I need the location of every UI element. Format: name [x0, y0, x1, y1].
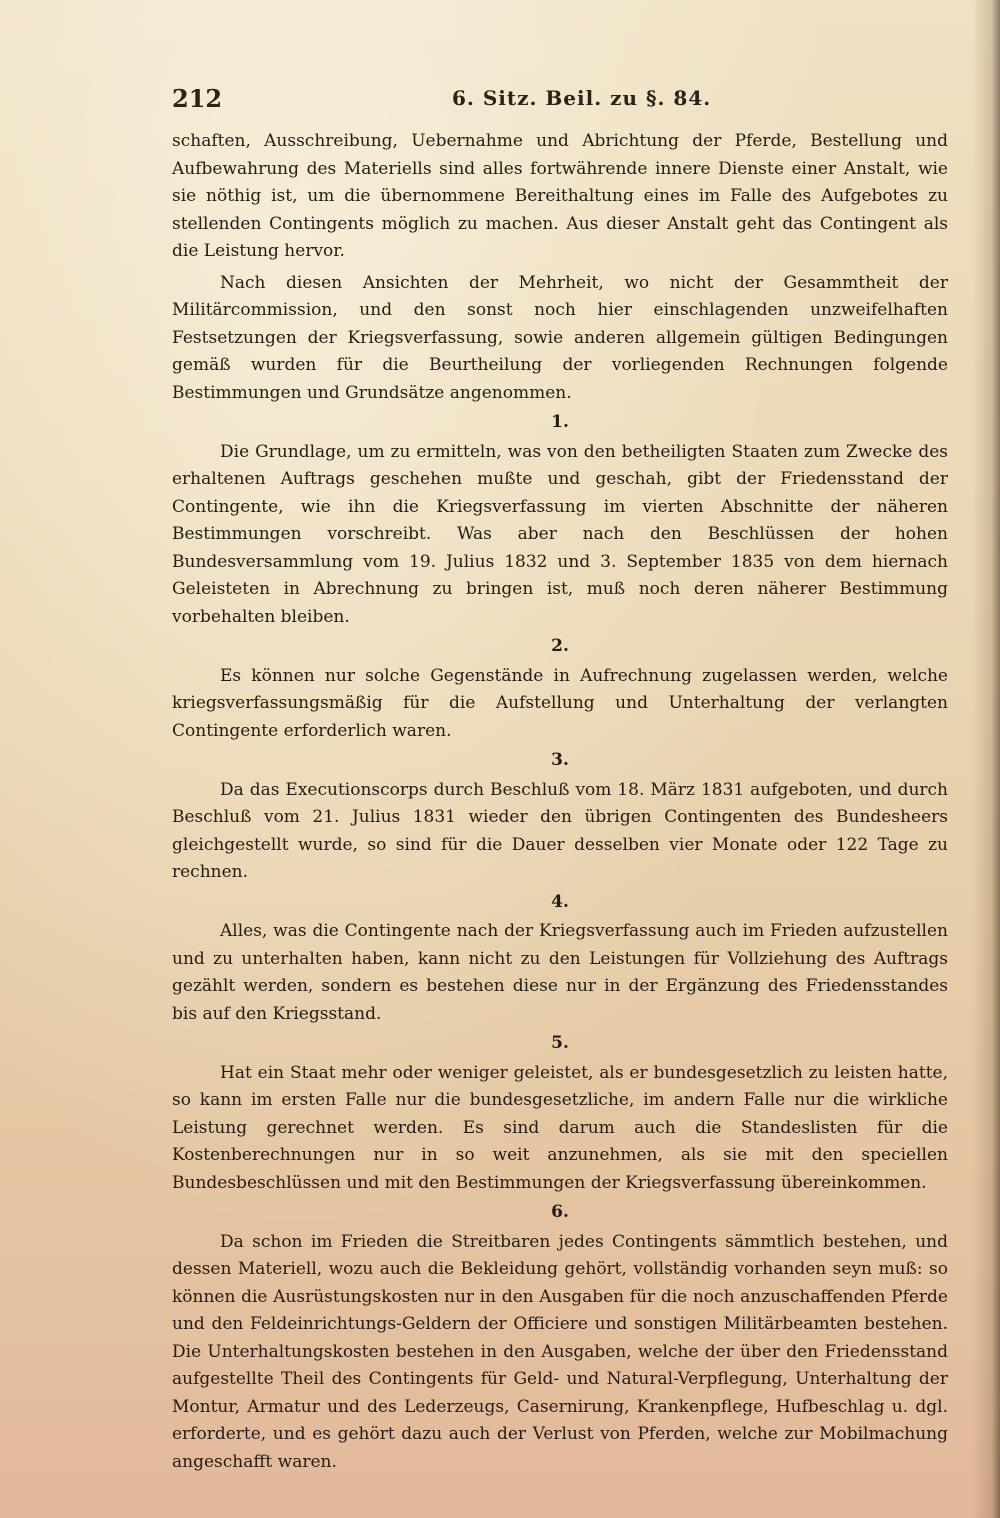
- section-number-5: 5.: [551, 1033, 569, 1053]
- running-head: 6. Sitz. Beil. zu §. 84.: [452, 86, 712, 110]
- paragraph-intro: Nach diesen Ansichten der Mehrheit, wo nicht der Gesammtheit der Militärcommission, und den sonst noch hier einschlagenden unzweifelhaften Festsetzungen der Kriegsverfassung, sowie anderen allgemein gültigen Bedingungen gemäß wurden für die Beurtheilung der vorliegenden Rechnungen folgende Bestimmungen und Grundsätze angenommen.: [172, 272, 948, 403]
- section-number-6: 6.: [551, 1202, 569, 1222]
- page-edge-shadow: [972, 0, 1000, 1518]
- page-header: [172, 84, 948, 118]
- section-number-1: 1.: [551, 412, 569, 432]
- document-body: [172, 128, 948, 1476]
- paragraph-section-3: Da das Executionscorps durch Beschluß vom 18. März 1831 aufgeboten, und durch Beschluß vom 21. Julius 1831 wieder den übrigen Contingenten des Bundesheers gleichgestellt wurde, so sind für die Dauer desselben vier Monate oder 122 Tage zu rechnen.: [172, 779, 948, 882]
- paragraph-section-1: Die Grundlage, um zu ermitteln, was von den betheiligten Staaten zum Zwecke des erhaltenen Auftrags geschehen mußte und geschah, gibt der Friedensstand der Contingente, wie ihn die Kriegsverfassung im vierten Abschnitte der näheren Bestimmungen vorschreibt. Was aber nach den Beschlüssen der hohen Bundesversammlung vom 19. Julius 1832 und 3. September 1835 von dem hiernach Geleisteten in Abrechnung zu bringen ist, muß noch deren näherer Bestimmung vorbehalten bleiben.: [172, 441, 948, 627]
- page-number: 212: [172, 84, 223, 113]
- section-number-3: 3.: [551, 750, 569, 770]
- paragraph-section-4: Alles, was die Contingente nach der Kriegsverfassung auch im Frieden aufzustellen und zu unterhalten haben, kann nicht zu den Leistungen für Vollziehung des Auftrags gezählt werden, sondern es bestehen diese nur in der Ergänzung des Friedensstandes bis auf den Kriegsstand.: [172, 921, 948, 1024]
- paragraph-section-6: Da schon im Frieden die Streitbaren jedes Contingents sämmtlich bestehen, und dessen Materiell, wozu auch die Bekleidung gehört, vollständig vorhanden seyn muß: so können die Ausrüstungskosten nur in den Ausgaben für die noch anzuschaffenden Pferde und den Feldeinrichtungs-Geldern der Officiere und sonstigen Militärbeamten bestehen. Die Unterhaltungskosten bestehen in den Ausgaben, welche der über den Friedensstand aufgestellte Theil des Contingents für Geld- und Natural-Verpflegung, Unterhaltung der Montur, Armatur und des Lederzeugs, Casernirung, Krankenpflege, Hufbeschlag u. dgl. erforderte, und es gehört dazu auch der Verlust von Pferden, welche zur Mobilmachung angeschafft waren.: [172, 1231, 948, 1472]
- paragraph-section-2: Es können nur solche Gegenstände in Aufrechnung zugelassen werden, welche kriegsverfassungsmäßig für die Aufstellung und Unterhaltung der verlangten Contingente erforderlich waren.: [172, 665, 948, 741]
- section-number-2: 2.: [551, 636, 569, 656]
- section-number-4: 4.: [551, 891, 569, 912]
- paragraph-section-5: Hat ein Staat mehr oder weniger geleistet, als er bundesgesetzlich zu leisten hatte, so kann im ersten Falle nur die bundesgesetzliche, im andern Falle nur die wirkliche Leistung gerechnet werden. Es sind darum auch die Standeslisten für die Kostenberechnungen nur in so weit anzunehmen, als sie mit den speciellen Bundesbeschlüssen und mit den Bestimmungen der Kriegsverfassung übereinkommen.: [172, 1062, 948, 1193]
- paragraph-continued: schaften, Ausschreibung, Uebernahme und Abrichtung der Pferde, Bestellung und Aufbewahrung des Materiells sind alles fortwährende innere Dienste einer Anstalt, wie sie nöthig ist, um die übernommene Bereithaltung eines im Falle des Aufgebotes zu stellenden Contingents möglich zu machen. Aus dieser Anstalt geht das Contingent als die Leistung hervor.: [172, 131, 948, 261]
